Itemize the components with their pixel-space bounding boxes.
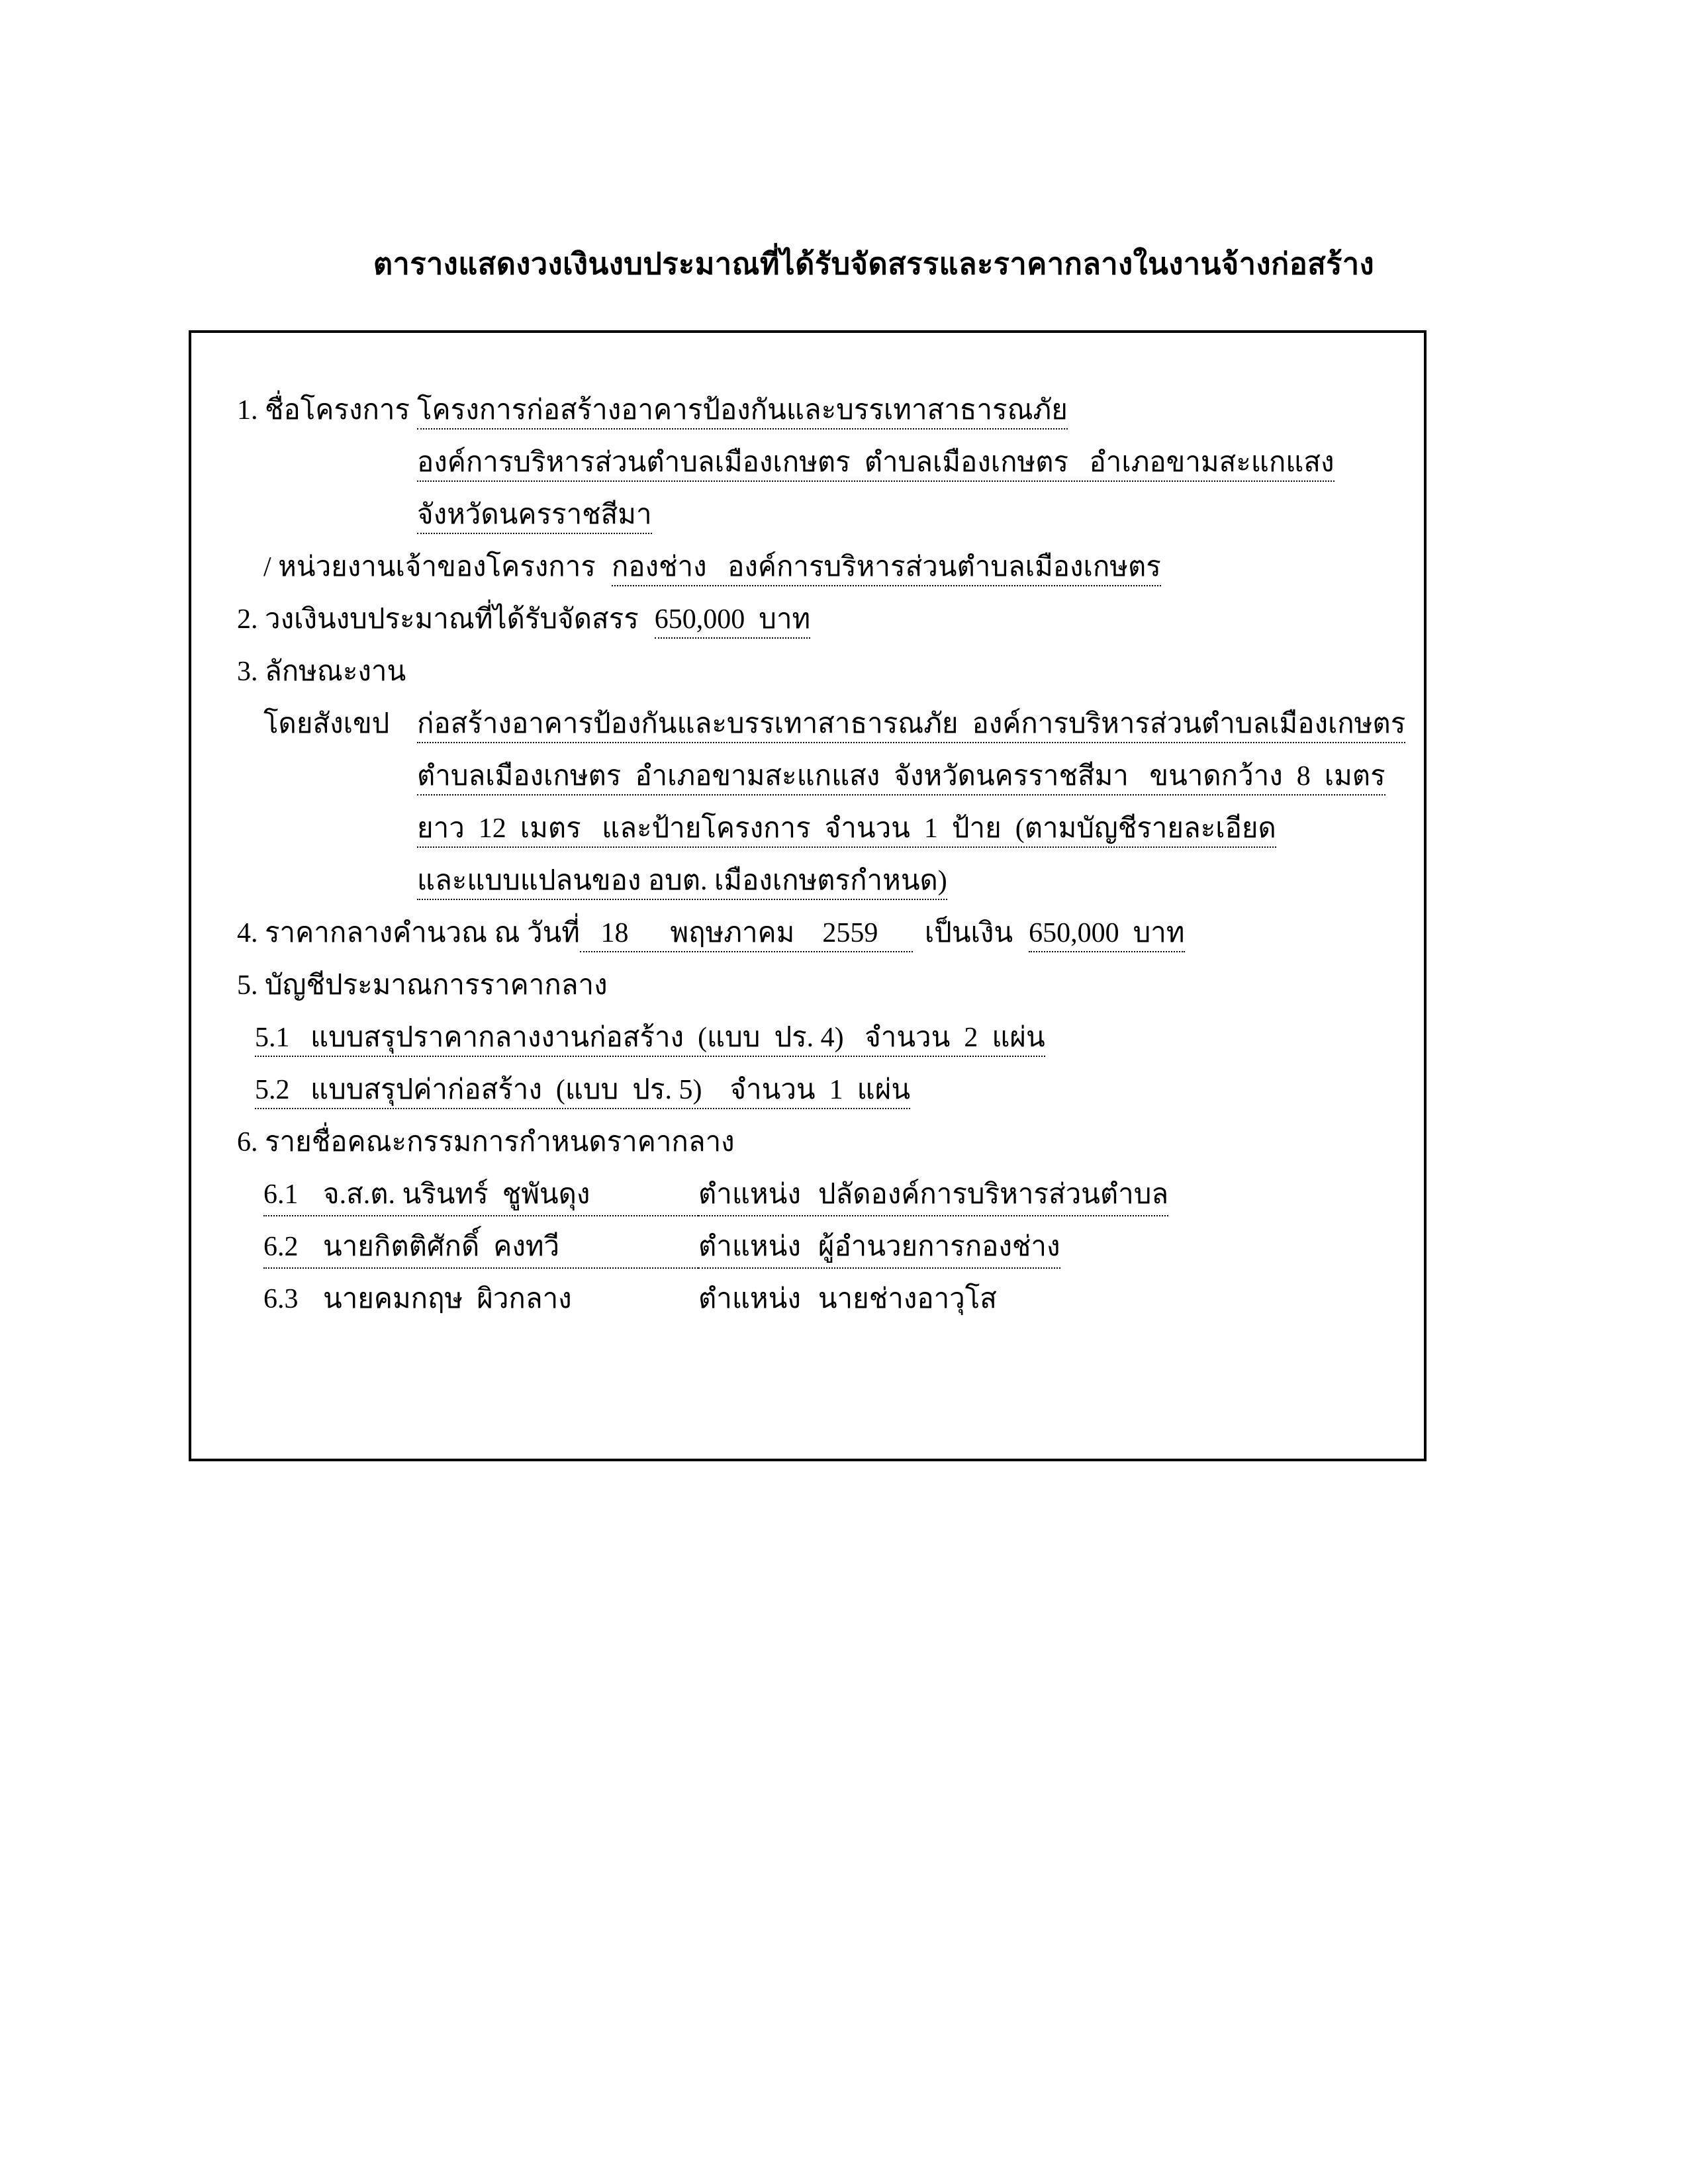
item1-line3 bbox=[417, 497, 652, 533]
item4-label: 4. ราคากลางคำนวณ ณ วันที่ bbox=[237, 918, 580, 948]
item3-brief-line1 bbox=[263, 706, 1405, 742]
committee-1-position: ปลัดองค์การบริหารส่วนตำบล bbox=[818, 1179, 1169, 1210]
item5-line bbox=[237, 968, 608, 1003]
item4-amount: 650,000 บาท bbox=[1029, 918, 1184, 952]
item3-desc4: และแบบแปลนของ อบต. เมืองเกษตรกำหนด) bbox=[417, 866, 947, 900]
committee-2-name: นายกิตติศักดิ์ คงทวี bbox=[323, 1232, 560, 1262]
committee-2-no: 6.2 bbox=[263, 1232, 299, 1262]
item1-label: 1. ชื่อโครงการ bbox=[237, 395, 410, 426]
item3-desc2: ตำบลเมืองเกษตร อำเภอขามสะแกแสง จังหวัดนครราชสีมา ขนาดกว้าง 8 เมตร bbox=[417, 761, 1385, 796]
committee-1-right bbox=[698, 1177, 1168, 1216]
committee-2-position-label: ตำแหน่ง bbox=[698, 1232, 801, 1262]
agency-line bbox=[263, 549, 1161, 585]
item3-label: 3. ลักษณะงาน bbox=[237, 657, 406, 687]
item1-project-name: โครงการก่อสร้างอาคารป้องกันและบรรเทาสาธารณภัย bbox=[417, 395, 1068, 430]
item3-brief-line2 bbox=[417, 758, 1385, 794]
item1-project-name-cont2: จังหวัดนครราชสีมา bbox=[417, 500, 652, 534]
item4-date: 18 พฤษภาคม 2559 bbox=[580, 918, 913, 952]
committee-3-position: นายช่างอาวุโส bbox=[818, 1284, 997, 1314]
item1-project-name-cont1: องค์การบริหารส่วนตำบลเมืองเกษตร ตำบลเมืองเกษตร อำเภอขามสะแกแสง bbox=[417, 447, 1335, 482]
committee-1-name: จ.ส.ต. นรินทร์ ชูพันดุง bbox=[323, 1179, 590, 1210]
committee-3-no: 6.3 bbox=[263, 1284, 299, 1314]
item4-line bbox=[237, 915, 1185, 951]
item3-brief-line3 bbox=[417, 811, 1276, 846]
page-title: ตารางแสดงวงเงินงบประมาณที่ได้รับจัดสรรและราคากลางในงานจ้างก่อสร้าง bbox=[373, 248, 1375, 281]
item5-sub1-line bbox=[255, 1020, 1045, 1056]
committee-2-right bbox=[698, 1229, 1060, 1269]
item5-sub2-line bbox=[255, 1072, 910, 1108]
item2-line bbox=[237, 602, 810, 637]
committee-2-left bbox=[263, 1229, 698, 1269]
item3-brief-line4 bbox=[417, 863, 947, 899]
budget-form-box bbox=[189, 330, 1427, 1461]
item3-sublabel: โดยสังเขป bbox=[263, 709, 390, 739]
item3-desc3: ยาว 12 เมตร และป้ายโครงการ จำนวน 1 ป้าย (ตามบัญชีรายละเอียด bbox=[417, 813, 1276, 848]
item6-line bbox=[237, 1124, 735, 1160]
item2-label: 2. วงเงินงบประมาณที่ได้รับจัดสรร bbox=[237, 604, 639, 635]
committee-3-left bbox=[263, 1281, 698, 1317]
committee-3-right bbox=[698, 1281, 997, 1317]
agency-value: กองช่าง องค์การบริหารส่วนตำบลเมืองเกษตร bbox=[612, 552, 1161, 586]
item3-line bbox=[237, 654, 406, 690]
item5-sub1: 5.1 แบบสรุปราคากลางงานก่อสร้าง (แบบ ปร. 4) จำนวน 2 แผ่น bbox=[255, 1023, 1045, 1057]
committee-2-position: ผู้อำนวยการกองช่าง bbox=[818, 1232, 1060, 1262]
committee-1-position-label: ตำแหน่ง bbox=[698, 1179, 801, 1210]
item6-label: 6. รายชื่อคณะกรรมการกำหนดราคากลาง bbox=[237, 1127, 735, 1158]
committee-1-left bbox=[263, 1177, 698, 1216]
committee-row-2 bbox=[263, 1229, 1060, 1269]
item5-label: 5. บัญชีประมาณการราคากลาง bbox=[237, 970, 608, 1001]
agency-label: / หน่วยงานเจ้าของโครงการ bbox=[263, 552, 596, 582]
committee-row-3 bbox=[263, 1281, 997, 1317]
item4-amount-label: เป็นเงิน bbox=[924, 918, 1013, 948]
item1-line2 bbox=[417, 445, 1335, 480]
item3-desc1: ก่อสร้างอาคารป้องกันและบรรเทาสาธารณภัย องค์การบริหารส่วนตำบลเมืองเกษตร bbox=[417, 709, 1405, 743]
committee-3-name: นายคมกฤษ ผิวกลาง bbox=[323, 1284, 572, 1314]
committee-3-position-label: ตำแหน่ง bbox=[698, 1284, 801, 1314]
committee-1-no: 6.1 bbox=[263, 1179, 299, 1210]
item2-amount: 650,000 บาท bbox=[655, 604, 810, 639]
item5-sub2: 5.2 แบบสรุปค่าก่อสร้าง (แบบ ปร. 5) จำนวน 1 แผ่น bbox=[255, 1075, 910, 1109]
item1-line bbox=[237, 392, 1068, 428]
committee-row-1 bbox=[263, 1177, 1168, 1216]
